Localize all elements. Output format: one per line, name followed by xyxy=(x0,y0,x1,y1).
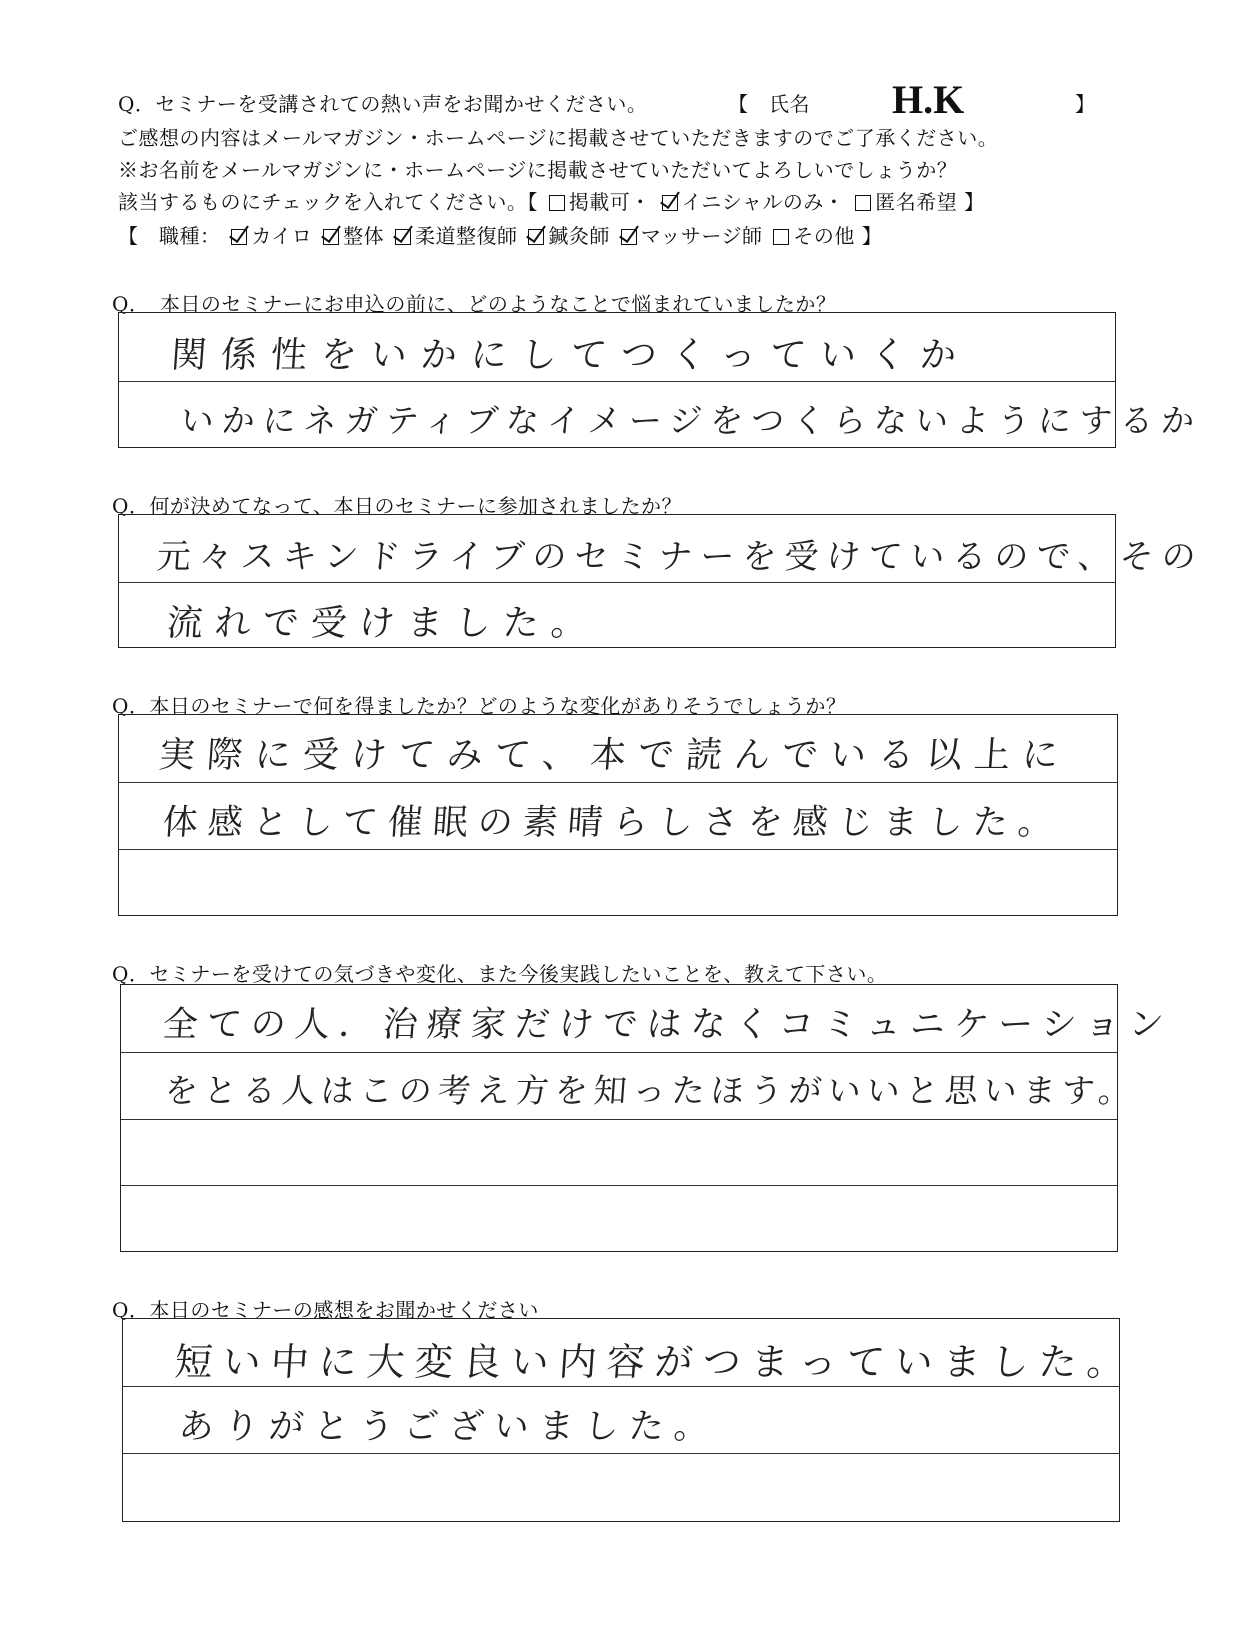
job-type-prefix: 【 職種： xyxy=(118,224,221,248)
answer-line xyxy=(121,1119,1117,1120)
seitai-label: 整体 xyxy=(343,224,385,248)
other-checkbox[interactable] xyxy=(773,229,789,245)
question-4: Q．セミナーを受けての気づきや変化、また今後実践したいことを、教えて下さい。 xyxy=(112,962,888,986)
other-label: その他 xyxy=(793,224,855,248)
judo-therapist-checkbox[interactable] xyxy=(395,229,411,245)
name-consent-question: ※お名前をメールマガジンに・ホームページに掲載させていただいてよろしいでしょうか？ xyxy=(118,158,958,182)
answer-box-1[interactable] xyxy=(118,312,1204,448)
publish-ok-label: 掲載可・ xyxy=(568,190,651,214)
acupuncture-checkbox[interactable] xyxy=(528,229,544,245)
intro-question: Q．セミナーを受講されての熱い声をお聞かせください。 xyxy=(118,92,648,116)
answer-line xyxy=(123,1386,1119,1387)
publication-notice: ご感想の内容はメールマガジン・ホームページに掲載させていただきますのでご了承ください。 xyxy=(118,126,999,150)
publish-option-row xyxy=(118,186,985,215)
answer-line xyxy=(119,782,1117,783)
answer-4-line-2: をとる人はこの考え方を知ったほうがいいと思います。 xyxy=(163,1071,1139,1110)
answer-line xyxy=(121,1052,1117,1053)
answer-line xyxy=(119,582,1115,583)
answer-line xyxy=(123,1453,1119,1454)
answer-line xyxy=(119,849,1117,850)
answer-5-line-1: 短い中に大変良い内容がつまっていました。 xyxy=(173,1340,1137,1384)
answer-box-5[interactable] xyxy=(122,1318,1137,1522)
judo-therapist-label: 柔道整復師 xyxy=(414,224,518,248)
publish-option-prefix: 該当するものにチェックを入れてください。【 xyxy=(118,190,538,214)
massage-label: マッサージ師 xyxy=(640,224,763,248)
question-1: Q． 本日のセミナーにお申込の前に、どのようなことで悩まれていましたか？ xyxy=(112,292,837,316)
chiro-label: カイロ xyxy=(251,224,313,248)
answer-5-line-2: ありがとうございました。 xyxy=(177,1407,721,1447)
anonymous-label: 匿名希望 xyxy=(875,190,958,214)
answer-box-2[interactable] xyxy=(118,514,1206,648)
question-3: Q．本日のセミナーで何を得ましたか？どのような変化がありそうでしょうか？ xyxy=(112,694,847,718)
answer-box-3[interactable] xyxy=(118,714,1118,916)
initials-only-label: イニシャルのみ・ xyxy=(681,190,845,214)
acupuncture-label: 鍼灸師 xyxy=(548,224,610,248)
name-bracket-close: 】 xyxy=(1075,92,1096,116)
answer-box-4[interactable] xyxy=(120,984,1175,1252)
job-type-suffix: 】 xyxy=(861,224,883,248)
answer-line xyxy=(119,381,1115,382)
answer-1-line-2: いかにネガティブなイメージをつくらないようにするか xyxy=(179,401,1204,440)
answer-line xyxy=(121,1185,1117,1186)
massage-checkbox[interactable] xyxy=(621,229,637,245)
answer-2-line-2: 流れで受けました。 xyxy=(165,603,601,644)
answer-2-line-1: 元々スキンドライブのセミナーを受けているので、その xyxy=(155,537,1206,577)
name-value: H.K xyxy=(892,77,965,122)
publish-option-suffix: 】 xyxy=(964,190,985,214)
name-label: 【 氏名 xyxy=(728,92,810,116)
initials-only-checkbox[interactable] xyxy=(662,195,678,211)
answer-1-line-1: 関係性をいかにしてつくっていくか xyxy=(169,335,972,376)
chiro-checkbox[interactable] xyxy=(231,229,247,245)
publish-ok-checkbox[interactable] xyxy=(549,195,565,211)
answer-3-line-1: 実際に受けてみて、本で読んでいる以上に xyxy=(157,735,1072,776)
seitai-checkbox[interactable] xyxy=(323,229,339,245)
anonymous-checkbox[interactable] xyxy=(855,195,871,211)
question-2: Q．何が決めてなって、本日のセミナーに参加されましたか？ xyxy=(112,494,682,518)
answer-3-line-2: 体感として催眠の素晴らしさを感じました。 xyxy=(161,803,1065,843)
answer-4-line-1: 全ての人．治療家だけではなくコミュニケーション xyxy=(161,1005,1175,1045)
job-type-row xyxy=(118,220,882,249)
question-5: Q．本日のセミナーの感想をお聞かせください xyxy=(112,1298,539,1322)
